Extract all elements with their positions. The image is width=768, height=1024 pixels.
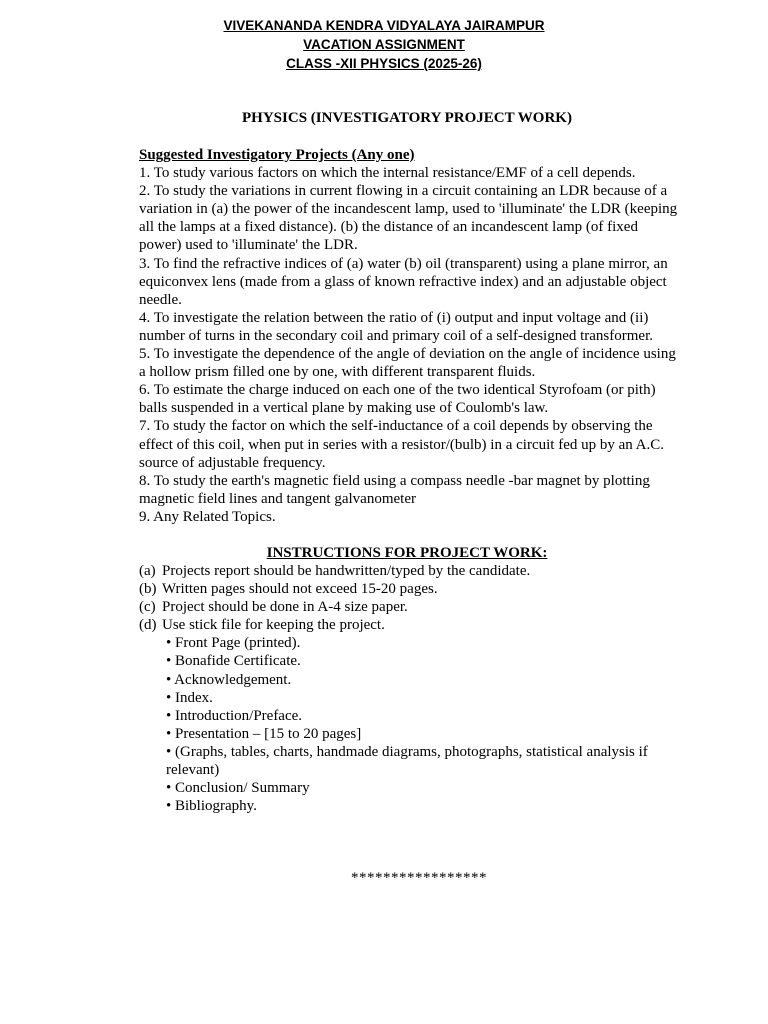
project-item: 8. To study the earth's magnetic field using a compass needle -bar magnet by plotting magnetic field lines and tangent galvanometer xyxy=(139,472,650,507)
projects-heading: Suggested Investigatory Projects (Any one) xyxy=(139,147,415,163)
list-item: • Bibliography. xyxy=(166,798,257,815)
instruction-item xyxy=(139,580,679,598)
project-contents-list xyxy=(139,634,679,815)
list-item: • Presentation – [15 to 20 pages] xyxy=(166,725,362,742)
instruction-label: (b) xyxy=(139,581,157,598)
document-header xyxy=(0,16,768,73)
instruction-label: (a) xyxy=(139,563,156,579)
instruction-label: (d) xyxy=(139,617,157,634)
list-item: • Acknowledgement. xyxy=(166,671,292,688)
project-item: 5. To investigate the dependence of the angle of deviation on the angle of incidence using a hollow prism filled one by one, with different transparent fluids. xyxy=(139,346,676,381)
instruction-text: Written pages should not exceed 15-20 pages. xyxy=(162,581,438,598)
instructions-section xyxy=(139,562,679,815)
section-title: PHYSICS (INVESTIGATORY PROJECT WORK) xyxy=(242,110,572,126)
project-item: 3. To find the refractive indices of (a) water (b) oil (transparent) using a plane mirror, an equiconvex lens (made from a glass of known refractive index) and an adjustable object needle. xyxy=(139,255,668,308)
instruction-label: (c) xyxy=(139,599,156,616)
list-item: • (Graphs, tables, charts, handmade diagrams, photographs, statistical analysis if relevant) xyxy=(166,743,648,779)
instruction-text: Projects report should be handwritten/typed by the candidate. xyxy=(162,563,531,579)
instruction-text: Project should be done in A-4 size paper. xyxy=(162,599,408,616)
project-item: 4. To investigate the relation between the ratio of (i) output and input voltage and (ii) number of turns in the secondary coil and primary coil of a self-designed transformer. xyxy=(139,309,654,344)
instruction-item xyxy=(139,616,679,634)
list-item: • Introduction/Preface. xyxy=(166,707,303,724)
projects-section xyxy=(139,146,679,526)
project-item: 6. To estimate the charge induced on each one of the two identical Styrofoam (or pith) balls suspended in a vertical plane by making use of Coulomb's law. xyxy=(139,382,656,417)
instructions-heading: INSTRUCTIONS FOR PROJECT WORK: xyxy=(266,545,548,561)
list-item: • Front Page (printed). xyxy=(166,635,301,652)
project-item: 1. To study various factors on which the internal resistance/EMF of a cell depends. xyxy=(139,165,636,182)
list-item: • Bonafide Certificate. xyxy=(166,653,301,670)
class-subject: CLASS -XII PHYSICS (2025-26) xyxy=(286,56,482,71)
instruction-item xyxy=(139,598,679,616)
instruction-item xyxy=(139,562,679,580)
project-item: 7. To study the factor on which the self-inductance of a coil depends by observing the effect of this coil, when put in series with a resistor/(bulb) in a circuit fed up by an A.C. source of adjustable frequency. xyxy=(139,418,665,471)
list-item: • Conclusion/ Summary xyxy=(166,780,310,797)
list-item: • Index. xyxy=(166,689,213,706)
instruction-text: Use stick file for keeping the project. xyxy=(162,617,385,634)
footer-stars: ***************** xyxy=(351,870,487,886)
school-name: VIVEKANANDA KENDRA VIDYALAYA JAIRAMPUR xyxy=(223,18,545,33)
assignment-title: VACATION ASSIGNMENT xyxy=(303,37,465,52)
project-item: 9. Any Related Topics. xyxy=(139,508,276,525)
project-item: 2. To study the variations in current flowing in a circuit containing an LDR because of a variation in (a) the power of the incandescent lamp, used to 'illuminate' the LDR (keeping all the lamps at a fixed distance). (b) the distance of an incandescent lamp (of fixed power) used to 'illuminate' the LDR. xyxy=(139,183,678,254)
